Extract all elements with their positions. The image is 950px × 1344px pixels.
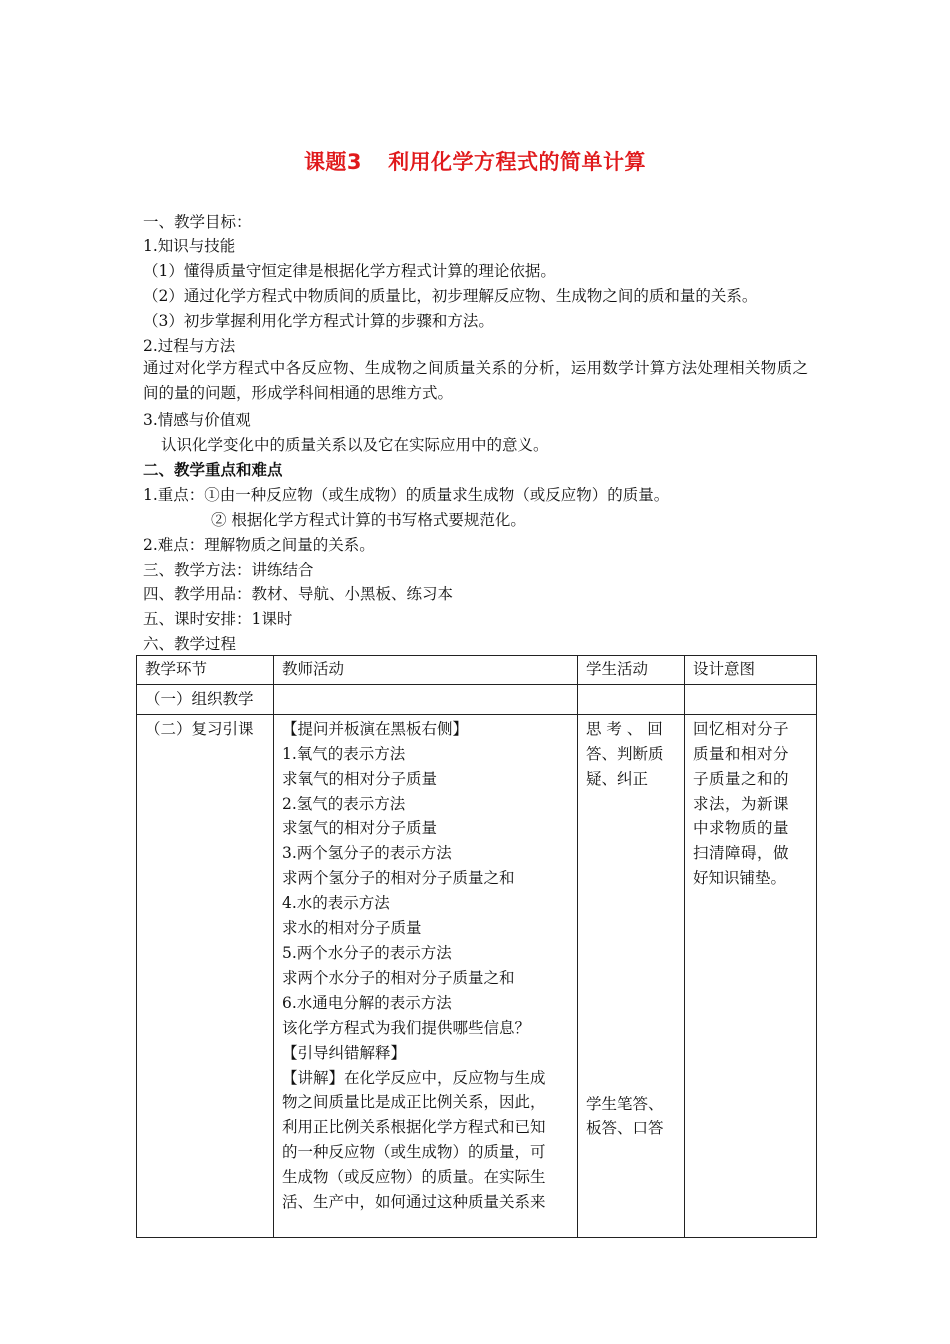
title-lesson-number: 课题3 xyxy=(303,150,363,174)
teacher-line: 【引导纠错解释】 xyxy=(282,1043,407,1062)
values-title: 3.情感与价值观 xyxy=(143,411,251,429)
teacher-line: 6.水通电分解的表示方法 xyxy=(282,993,452,1012)
design-cell xyxy=(685,714,817,1237)
teacher-line: 利用正比例关系根据化学方程式和已知 xyxy=(282,1118,546,1137)
teacher-line: 2.氢气的表示方法 xyxy=(282,794,406,813)
title-topic: 利用化学方程式的简单计算 xyxy=(388,150,647,174)
teacher-line: 【提问并板演在黑板右侧】 xyxy=(282,719,469,738)
design-line: 扫清障碍，做 xyxy=(693,844,790,863)
teacher-line: 3.两个氢分子的表示方法 xyxy=(282,844,452,863)
difficulty: 2.难点：理解物质之间量的关系。 xyxy=(143,536,375,554)
teacher-line: 求氧气的相对分子质量 xyxy=(282,769,438,788)
section-2-heading: 二、教学重点和难点 xyxy=(143,461,283,479)
stage-cell: （二）复习引课 xyxy=(137,714,274,1237)
design-line: 求法，为新课 xyxy=(693,794,790,813)
student-line: 思 考 、 回 xyxy=(586,719,663,738)
key-point-1: 1.重点：①由一种反应物（或生成物）的质量求生成物（或反应物）的质量。 xyxy=(143,486,670,504)
header-teacher: 教师活动 xyxy=(274,656,578,685)
student-line: 板答、口答 xyxy=(586,1119,664,1138)
teacher-cell xyxy=(274,684,578,714)
design-cell xyxy=(685,684,817,714)
teacher-line: 生成物（或反应物）的质量。在实际生 xyxy=(282,1168,546,1187)
table-row xyxy=(137,684,817,714)
teacher-line: 【讲解】在化学反应中，反应物与生成 xyxy=(282,1068,546,1087)
design-line: 质量和相对分 xyxy=(693,744,790,763)
teacher-line: 求水的相对分子质量 xyxy=(282,919,422,938)
teaching-process-table xyxy=(136,655,817,1238)
teacher-line: 求两个水分子的相对分子质量之和 xyxy=(282,968,515,987)
header-design: 设计意图 xyxy=(685,656,817,685)
section-3: 三、教学方法：讲练结合 xyxy=(143,561,314,579)
page-title xyxy=(0,146,950,176)
design-line: 回忆相对分子 xyxy=(693,719,790,738)
knowledge-title: 1.知识与技能 xyxy=(143,237,236,255)
stage-cell: （一）组织教学 xyxy=(137,684,274,714)
teacher-line: 1.氧气的表示方法 xyxy=(282,744,406,763)
teacher-line: 该化学方程式为我们提供哪些信息？ xyxy=(282,1018,531,1037)
header-stage: 教学环节 xyxy=(137,656,274,685)
values-text: 认识化学变化中的质量关系以及它在实际应用中的意义。 xyxy=(161,436,549,454)
student-spacer xyxy=(586,792,676,1092)
teacher-cell xyxy=(274,714,578,1237)
student-line: 答、判断质 xyxy=(586,744,664,763)
teacher-line: 5.两个水分子的表示方法 xyxy=(282,943,452,962)
teacher-line: 4.水的表示方法 xyxy=(282,894,390,913)
student-cell xyxy=(578,714,685,1237)
teacher-line: 活、生产中，如何通过这种质量关系来 xyxy=(282,1193,546,1212)
design-line: 子质量之和的 xyxy=(693,769,790,788)
knowledge-item-3: （3）初步掌握利用化学方程式计算的步骤和方法。 xyxy=(143,312,494,330)
teacher-line: 物之间质量比是成正比例关系，因此， xyxy=(282,1093,546,1112)
design-line: 中求物质的量 xyxy=(693,819,790,838)
section-5: 五、课时安排：1课时 xyxy=(143,610,293,628)
section-4: 四、教学用品：教材、导航、小黑板、练习本 xyxy=(143,585,454,603)
section-6: 六、教学过程 xyxy=(143,635,237,653)
knowledge-item-1: （1）懂得质量守恒定律是根据化学方程式计算的理论依据。 xyxy=(143,262,556,280)
teacher-line: 的一种反应物（或生成物）的质量，可 xyxy=(282,1143,546,1162)
process-title: 2.过程与方法 xyxy=(143,337,236,355)
teacher-line: 求氢气的相对分子质量 xyxy=(282,819,438,838)
table-row xyxy=(137,714,817,1237)
process-text: 通过对化学方程式中各反应物、生成物之间质量关系的分析，运用数学计算方法处理相关物质之间的量的问题，形成学科间相通的思维方式。 xyxy=(143,359,808,402)
knowledge-item-2: （2）通过化学方程式中物质间的质量比，初步理解反应物、生成物之间的质和量的关系。 xyxy=(143,287,758,305)
teacher-line: 求两个氢分子的相对分子质量之和 xyxy=(282,869,515,888)
section-1-heading: 一、教学目标： xyxy=(143,213,252,231)
student-line: 学生笔答、 xyxy=(586,1094,664,1113)
key-point-2: ② 根据化学方程式计算的书写格式要规范化。 xyxy=(211,511,526,529)
table-header-row xyxy=(137,656,817,685)
student-cell xyxy=(578,684,685,714)
design-line: 好知识铺垫。 xyxy=(693,869,787,888)
student-line: 疑、纠正 xyxy=(586,769,649,788)
header-student: 学生活动 xyxy=(578,656,685,685)
